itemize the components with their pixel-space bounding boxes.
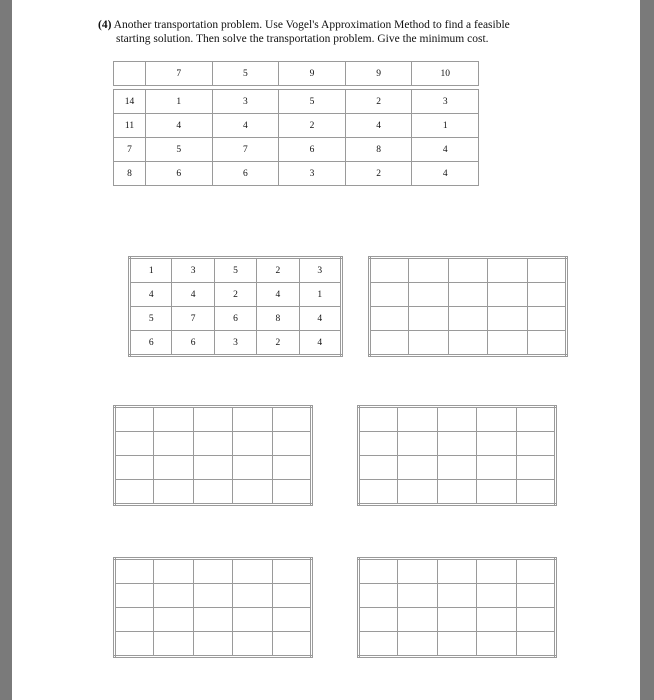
- blank-cell: [154, 407, 193, 432]
- cost-table: [113, 61, 479, 186]
- blank-cell: [233, 608, 272, 632]
- blank-cell: [154, 584, 193, 608]
- blank-cell: [193, 456, 232, 480]
- blank-cell: [154, 559, 193, 584]
- cost-cell: 6: [214, 307, 256, 331]
- blank-cell: [233, 407, 272, 432]
- blank-cell: [437, 432, 476, 456]
- blank-cell: [272, 632, 311, 657]
- blank-cell: [272, 584, 311, 608]
- table-row: [130, 258, 342, 283]
- cost-cell: 6: [279, 138, 346, 162]
- cost-cell: 4: [299, 307, 341, 331]
- blank-cell: [154, 432, 193, 456]
- blank-cell: [477, 608, 516, 632]
- blank-cell: [115, 632, 154, 657]
- blank-cell: [154, 456, 193, 480]
- cost-cell: 1: [146, 90, 213, 114]
- cost-cell: 2: [257, 331, 299, 356]
- blank-cell: [272, 456, 311, 480]
- blank-cell: [115, 559, 154, 584]
- table-row: [130, 283, 342, 307]
- table-row: [114, 114, 479, 138]
- blank-cell: [398, 632, 437, 657]
- cost-cell: 2: [279, 114, 346, 138]
- blank-cell: [488, 258, 527, 283]
- blank-cell: [477, 432, 516, 456]
- blank-cell: [233, 432, 272, 456]
- blank-cell: [233, 584, 272, 608]
- empty-grid: [357, 557, 557, 658]
- cost-cell: 4: [212, 114, 279, 138]
- empty-grid: [368, 256, 568, 357]
- problem-line-1: Another transportation problem. Use Vogel's Approximation Method to find a feasible: [113, 19, 510, 31]
- blank-cell: [437, 407, 476, 432]
- blank-cell: [398, 608, 437, 632]
- blank-cell: [516, 632, 555, 657]
- cost-cell: 8: [257, 307, 299, 331]
- blank-cell: [193, 480, 232, 505]
- blank-cell: [115, 584, 154, 608]
- blank-cell: [516, 584, 555, 608]
- supply-cell: 8: [114, 162, 146, 186]
- cost-cell: 4: [130, 283, 172, 307]
- blank-cell: [437, 608, 476, 632]
- demand-row: [114, 62, 479, 86]
- blank-cell: [193, 432, 232, 456]
- blank-cell: [488, 307, 527, 331]
- blank-cell: [477, 584, 516, 608]
- blank-cell: [409, 331, 448, 356]
- cost-cell: 1: [130, 258, 172, 283]
- blank-cell: [398, 432, 437, 456]
- cost-cell: 7: [212, 138, 279, 162]
- blank-cell: [488, 283, 527, 307]
- blank-cell: [398, 456, 437, 480]
- empty-grid: [113, 405, 313, 506]
- cost-cell: 2: [214, 283, 256, 307]
- blank-cell: [409, 307, 448, 331]
- table-row: [114, 90, 479, 114]
- blank-cell: [437, 480, 476, 505]
- cost-cell: 2: [257, 258, 299, 283]
- problem-number: (4): [98, 19, 112, 31]
- blank-cell: [398, 480, 437, 505]
- blank-cell: [359, 480, 398, 505]
- cost-cell: 7: [172, 307, 214, 331]
- blank-cell: [115, 407, 154, 432]
- blank-cell: [477, 480, 516, 505]
- cost-cell: 6: [130, 331, 172, 356]
- cost-cell: 4: [257, 283, 299, 307]
- cost-cell: 3: [299, 258, 341, 283]
- cost-cell: 4: [146, 114, 213, 138]
- cost-cell: 2: [345, 162, 412, 186]
- blank-cell: [448, 331, 487, 356]
- cost-cell: 2: [345, 90, 412, 114]
- blank-cell: [516, 608, 555, 632]
- blank-cell: [477, 632, 516, 657]
- blank-cell: [437, 456, 476, 480]
- blank-cell: [154, 632, 193, 657]
- blank-cell: [359, 559, 398, 584]
- demand-cell: 7: [146, 62, 213, 86]
- cost-cell: 8: [345, 138, 412, 162]
- blank-cell: [516, 480, 555, 505]
- blank-cell: [409, 283, 448, 307]
- blank-cell: [527, 331, 566, 356]
- blank-cell: [448, 307, 487, 331]
- blank-cell: [516, 432, 555, 456]
- blank-cell: [477, 456, 516, 480]
- blank-cell: [437, 632, 476, 657]
- blank-cell: [398, 584, 437, 608]
- demand-cell: 9: [345, 62, 412, 86]
- cost-cell: 5: [130, 307, 172, 331]
- blank-cell: [370, 283, 409, 307]
- blank-cell: [359, 608, 398, 632]
- problem-statement: [98, 18, 598, 46]
- blank-cell: [272, 559, 311, 584]
- cost-cell: 4: [345, 114, 412, 138]
- blank-cell: [527, 283, 566, 307]
- blank-cell: [516, 559, 555, 584]
- blank-cell: [115, 456, 154, 480]
- cost-cell: 3: [279, 162, 346, 186]
- cost-cell: 4: [412, 138, 479, 162]
- table-row: [114, 162, 479, 186]
- cost-cell: 4: [412, 162, 479, 186]
- worksheet-page: [12, 0, 640, 700]
- blank-cell: [193, 559, 232, 584]
- cost-cell: 1: [299, 283, 341, 307]
- empty-grid: [113, 557, 313, 658]
- cost-cell: 3: [212, 90, 279, 114]
- blank-cell: [448, 283, 487, 307]
- blank-cell: [115, 432, 154, 456]
- table-row: [130, 331, 342, 356]
- cost-cell: 4: [299, 331, 341, 356]
- blank-cell: [370, 331, 409, 356]
- blank-cell: [527, 258, 566, 283]
- supply-cell: 11: [114, 114, 146, 138]
- blank-cell: [359, 632, 398, 657]
- blank-cell: [193, 608, 232, 632]
- blank-cell: [193, 632, 232, 657]
- blank-cell: [233, 456, 272, 480]
- blank-cell: [115, 480, 154, 505]
- blank-cell: [359, 407, 398, 432]
- supply-cell: 14: [114, 90, 146, 114]
- empty-grid: [357, 405, 557, 506]
- demand-cell: 10: [412, 62, 479, 86]
- blank-cell: [272, 480, 311, 505]
- blank-cell: [398, 407, 437, 432]
- cost-cell: 3: [412, 90, 479, 114]
- cost-cell: 5: [146, 138, 213, 162]
- blank-cell: [370, 307, 409, 331]
- blank-cell: [359, 432, 398, 456]
- cost-cell: 3: [214, 331, 256, 356]
- blank-cell: [233, 559, 272, 584]
- blank-cell: [193, 584, 232, 608]
- blank-cell: [154, 608, 193, 632]
- cost-cell: 6: [212, 162, 279, 186]
- blank-cell: [154, 480, 193, 505]
- blank-cell: [527, 307, 566, 331]
- blank-cell: [272, 608, 311, 632]
- table-row: [130, 307, 342, 331]
- blank-cell: [409, 258, 448, 283]
- cost-cell: 6: [172, 331, 214, 356]
- blank-cell: [516, 407, 555, 432]
- blank-cell: [233, 632, 272, 657]
- blank-cell: [233, 480, 272, 505]
- cost-cell: 5: [214, 258, 256, 283]
- reduced-cost-table: [128, 256, 343, 357]
- blank-cell: [370, 258, 409, 283]
- blank-cell: [193, 407, 232, 432]
- demand-cell: 9: [279, 62, 346, 86]
- corner-cell: [114, 62, 146, 86]
- blank-cell: [516, 456, 555, 480]
- blank-cell: [448, 258, 487, 283]
- blank-cell: [272, 432, 311, 456]
- problem-line-2: starting solution. Then solve the transportation problem. Give the minimum cost.: [116, 33, 489, 45]
- blank-cell: [115, 608, 154, 632]
- cost-cell: 6: [146, 162, 213, 186]
- table-row: [114, 138, 479, 162]
- blank-cell: [359, 456, 398, 480]
- demand-cell: 5: [212, 62, 279, 86]
- cost-cell: 1: [412, 114, 479, 138]
- blank-cell: [477, 559, 516, 584]
- blank-cell: [272, 407, 311, 432]
- cost-cell: 4: [172, 283, 214, 307]
- cost-cell: 3: [172, 258, 214, 283]
- blank-cell: [398, 559, 437, 584]
- supply-cell: 7: [114, 138, 146, 162]
- blank-cell: [437, 559, 476, 584]
- blank-cell: [477, 407, 516, 432]
- cost-cell: 5: [279, 90, 346, 114]
- blank-cell: [359, 584, 398, 608]
- blank-cell: [488, 331, 527, 356]
- blank-cell: [437, 584, 476, 608]
